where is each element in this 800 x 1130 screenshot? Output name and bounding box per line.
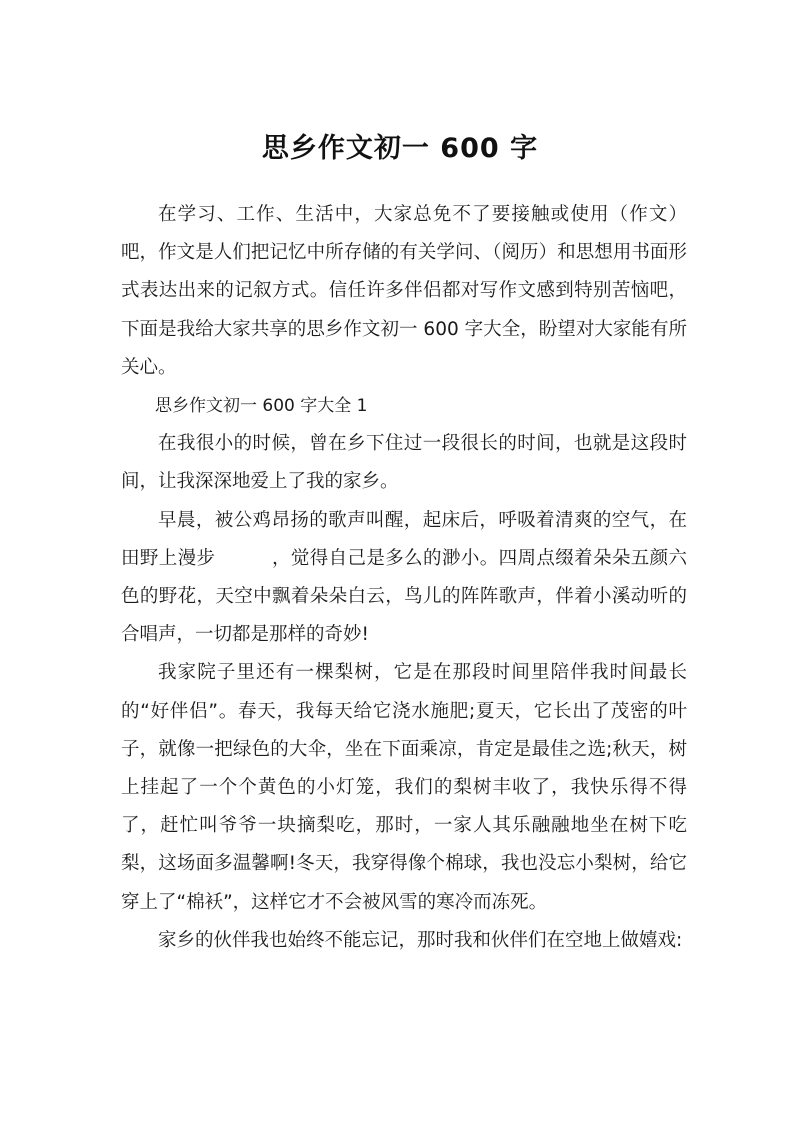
section-subheading: 思乡作文初一 600 字大全 1 bbox=[155, 396, 368, 417]
document-body bbox=[121, 196, 687, 960]
body-paragraph-2: 早晨，被公鸡昂扬的歌声叫醒，起床后，呼吸着清爽的空气，在田野上漫步 ，觉得自己是多么的渺小。四周点缀着朵朵五颜六色的野花，天空中飘着朵朵白云，鸟儿的阵阵歌声，伴着小溪动听的合唱声，一切都是那样的奇妙! bbox=[121, 509, 687, 646]
intro-paragraph: 在学习、工作、生活中，大家总免不了要接触或使用（作文）吧，作文是人们把记忆中所存储的有关学问、（阅历）和思想用书面形式表达出来的记叙方式。信任许多伴侣都对写作文感到特别苦恼吧，下面是我给大家共享的思乡作文初一 600 字大全，盼望对大家能有所关心。 bbox=[121, 204, 687, 378]
body-paragraph-3: 我家院子里还有一棵梨树，它是在那段时间里陪伴我时间最长的“好伴侣”。春天，我每天给它浇水施肥;夏天，它长出了茂密的叶子，就像一把绿色的大伞，坐在下面乘凉，肯定是最佳之选;秋天，树上挂起了一个个黄色的小灯笼，我们的梨树丰收了，我快乐得不得了，赶忙叫爷爷一块摘梨吃，那时，一家人其乐融融地坐在树下吃梨，这场面多温馨啊!冬天，我穿得像个棉球，我也没忘小梨树，给它穿上了“棉袄”，这样它才不会被风雪的寒冷而冻死。 bbox=[121, 662, 687, 913]
body-paragraph-1: 在我很小的时候，曾在乡下住过一段很长的时间，也就是这段时间，让我深深地爱上了我的家乡。 bbox=[121, 433, 687, 493]
body-paragraph-4: 家乡的伙伴我也始终不能忘记，那时我和伙伴们在空地上做嬉戏: bbox=[158, 929, 683, 951]
document-title: 思乡作文初一 600 字 bbox=[261, 133, 539, 164]
